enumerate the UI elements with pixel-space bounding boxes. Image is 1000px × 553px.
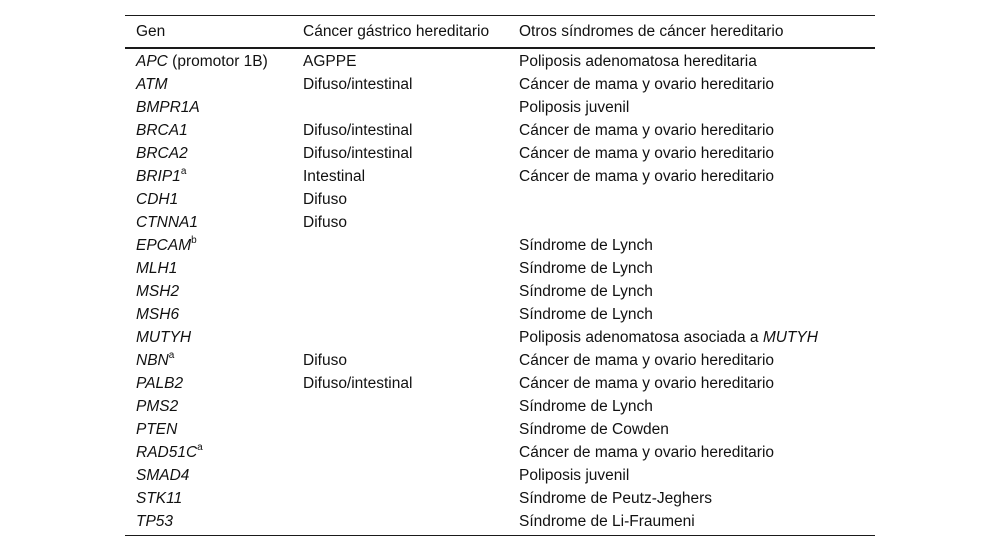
other-syndrome-cell [519, 510, 875, 533]
table-row [125, 464, 875, 487]
gene-name: MUTYH [136, 329, 192, 346]
other-syndrome-cell [519, 418, 875, 441]
table-row [125, 303, 875, 326]
gene-name: RAD51C [136, 444, 198, 461]
gene-name: BRIP1 [136, 168, 181, 185]
other-syndrome-text: Poliposis juvenil [519, 99, 630, 116]
gene-name: CTNNA1 [136, 214, 199, 231]
gene-cell [125, 73, 303, 96]
gene-cell [125, 441, 303, 464]
table-row [125, 142, 875, 165]
gastric-cell: Difuso/intestinal [303, 375, 413, 392]
gene-name: BMPR1A [136, 99, 200, 116]
footnote-marker: a [180, 166, 187, 177]
table-row [125, 188, 875, 211]
other-syndrome-text: Cáncer de mama y ovario hereditario [519, 76, 775, 93]
other-syndrome-cell [519, 234, 875, 257]
other-syndrome-text: Síndrome de Peutz-Jeghers [519, 490, 712, 507]
header-gastric: Cáncer gástrico hereditario [303, 23, 490, 40]
gene-name: BRCA1 [136, 122, 188, 139]
other-syndrome-text: Cáncer de mama y ovario hereditario [519, 444, 775, 461]
other-syndrome-gene: MUTYH [762, 329, 818, 346]
gene-name: NBN [136, 352, 169, 369]
other-syndrome-text: Síndrome de Lynch [519, 283, 653, 300]
other-syndrome-text: Poliposis adenomatosa asociada a [519, 329, 763, 346]
gene-cell [125, 165, 303, 188]
table-row [125, 487, 875, 510]
other-syndrome-cell [519, 257, 875, 280]
table-row [125, 73, 875, 96]
gastric-cell: Difuso/intestinal [303, 76, 413, 93]
table-bottom-rule [125, 535, 875, 536]
other-syndrome-text: Cáncer de mama y ovario hereditario [519, 122, 775, 139]
gene-cell [125, 280, 303, 303]
other-syndrome-text: Síndrome de Lynch [519, 237, 653, 254]
gene-cell [125, 257, 303, 280]
table-row [125, 395, 875, 418]
gene-cell [125, 234, 303, 257]
other-syndrome-text: Cáncer de mama y ovario hereditario [519, 352, 775, 369]
other-syndrome-cell [519, 96, 875, 119]
table-row [125, 510, 875, 533]
footnote-marker: a [168, 350, 175, 361]
gene-cell [125, 50, 303, 73]
table-body [125, 49, 875, 535]
other-syndrome-text: Poliposis adenomatosa hereditaria [519, 53, 757, 70]
other-syndrome-cell [519, 165, 875, 188]
gastric-cell: Difuso/intestinal [303, 122, 413, 139]
gastric-cell: Intestinal [303, 168, 366, 185]
other-syndrome-text: Síndrome de Cowden [519, 421, 669, 438]
table-header-row [125, 16, 875, 47]
gene-cell [125, 418, 303, 441]
gene-name: MSH2 [136, 283, 180, 300]
other-syndrome-text: Síndrome de Lynch [519, 306, 653, 323]
gene-cell [125, 142, 303, 165]
gene-cell [125, 326, 303, 349]
gene-cell [125, 119, 303, 142]
gene-name: MLH1 [136, 260, 178, 277]
gene-name: APC [136, 53, 168, 70]
gene-cell [125, 372, 303, 395]
gene-name: SMAD4 [136, 467, 190, 484]
other-syndrome-cell [519, 50, 875, 73]
other-syndrome-cell [519, 73, 875, 96]
table-row [125, 257, 875, 280]
other-syndrome-cell [519, 464, 875, 487]
table-row [125, 441, 875, 464]
table-row [125, 349, 875, 372]
gene-cell [125, 395, 303, 418]
gene-name: EPCAM [136, 237, 192, 254]
gene-cell [125, 487, 303, 510]
table-row [125, 418, 875, 441]
gene-cell [125, 464, 303, 487]
other-syndrome-text: Síndrome de Lynch [519, 398, 653, 415]
other-syndrome-cell [519, 142, 875, 165]
gastric-cell: Difuso [303, 214, 347, 231]
table-row [125, 326, 875, 349]
other-syndrome-cell [519, 119, 875, 142]
table-row [125, 50, 875, 73]
header-other: Otros síndromes de cáncer hereditario [519, 23, 784, 40]
gene-name: BRCA2 [136, 145, 188, 162]
table-row [125, 119, 875, 142]
gastric-cell: AGPPE [303, 53, 357, 70]
other-syndrome-text: Poliposis juvenil [519, 467, 630, 484]
other-syndrome-cell [519, 372, 875, 395]
other-syndrome-cell [519, 349, 875, 372]
footnote-marker: b [191, 235, 197, 246]
gene-table [125, 15, 875, 536]
gastric-cell: Difuso/intestinal [303, 145, 413, 162]
gene-name: PALB2 [136, 375, 184, 392]
gene-name: TP53 [136, 513, 174, 530]
table-row [125, 211, 875, 234]
other-syndrome-cell [519, 326, 875, 349]
gene-name: PMS2 [136, 398, 179, 415]
other-syndrome-cell [519, 441, 875, 464]
other-syndrome-text: Cáncer de mama y ovario hereditario [519, 375, 775, 392]
other-syndrome-cell [519, 303, 875, 326]
other-syndrome-cell [519, 280, 875, 303]
gene-name: ATM [136, 76, 168, 93]
other-syndrome-text: Síndrome de Lynch [519, 260, 653, 277]
gene-cell [125, 188, 303, 211]
other-syndrome-text: Cáncer de mama y ovario hereditario [519, 168, 775, 185]
gene-name: PTEN [136, 421, 178, 438]
other-syndrome-cell [519, 395, 875, 418]
gene-name: MSH6 [136, 306, 180, 323]
table-row [125, 372, 875, 395]
footnote-marker: a [197, 442, 203, 453]
table-row [125, 280, 875, 303]
gene-suffix: (promotor 1B) [167, 53, 268, 70]
gastric-cell: Difuso [303, 191, 347, 208]
other-syndrome-cell [519, 487, 875, 510]
gene-cell [125, 349, 303, 372]
gene-cell [125, 211, 303, 234]
gene-name: CDH1 [136, 191, 179, 208]
table-row [125, 165, 875, 188]
gene-cell [125, 510, 303, 533]
gene-cell [125, 96, 303, 119]
table-row [125, 96, 875, 119]
gastric-cell: Difuso [303, 352, 347, 369]
header-gene: Gen [136, 23, 166, 40]
gene-cell [125, 303, 303, 326]
table-row [125, 234, 875, 257]
other-syndrome-text: Síndrome de Li-Fraumeni [519, 513, 695, 530]
other-syndrome-text: Cáncer de mama y ovario hereditario [519, 145, 775, 162]
gene-name: STK11 [136, 490, 183, 507]
